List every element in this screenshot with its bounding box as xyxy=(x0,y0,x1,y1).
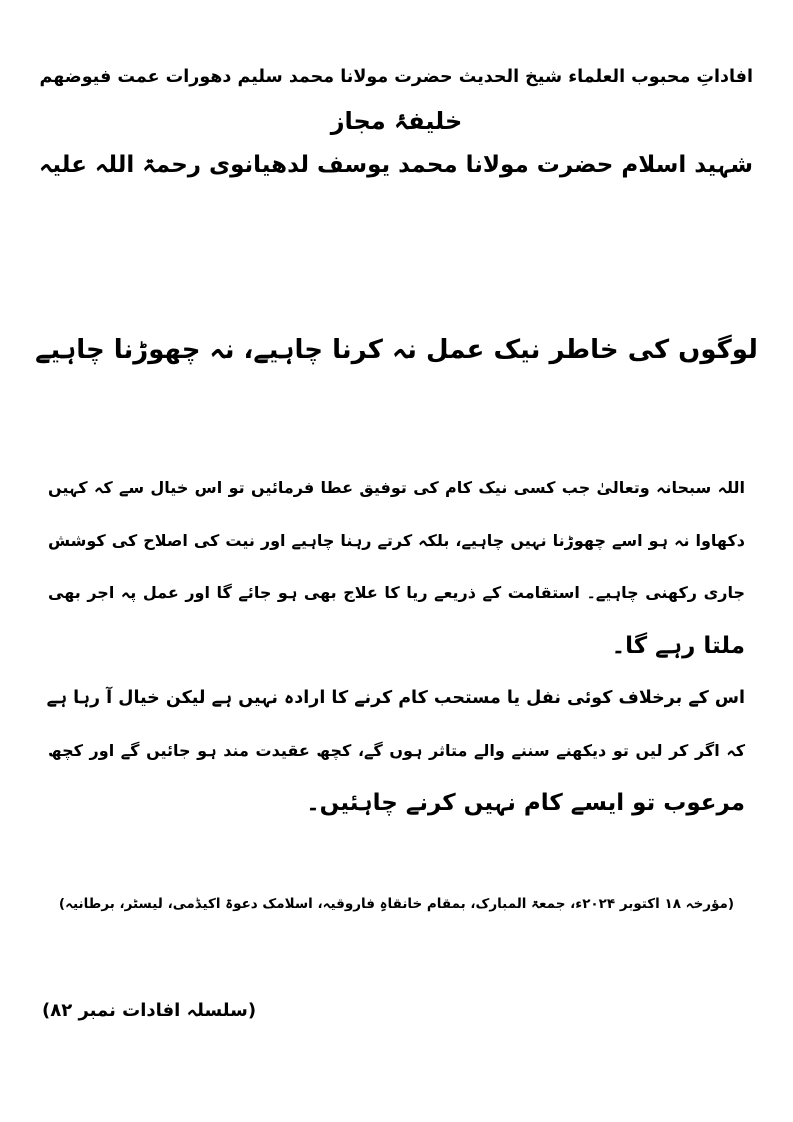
paragraph-1 xyxy=(48,462,745,672)
paragraph-2-line: کہ اگر کر لیں تو دیکھنے سننے والے متاثر ہوں گے، کچھ عقیدت مند ہو جائیں گے اور کچھ xyxy=(48,740,745,760)
page-title: لوگوں کی خاطر نیک عمل نہ کرنا چاہیے، نہ چھوڑنا چاہیے xyxy=(35,335,758,365)
paragraph-2 xyxy=(48,672,745,830)
paragraph-2-line: مرعوب تو ایسے کام نہیں کرنے چاہئیں۔ xyxy=(306,790,745,816)
article-body xyxy=(48,462,745,830)
header-line-sheikh: افاداتِ محبوب العلماء شیخ الحدیث حضرت مولانا محمد سلیم دھورات عمت فیوضھم xyxy=(39,67,753,87)
header-line-shaheed: شہید اسلام حضرت مولانا محمد یوسف لدھیانوی رحمۃ اللہ علیہ xyxy=(38,152,753,178)
paragraph-1-line: جاری رکھنی چاہیے۔ استقامت کے ذریعے ریا کا علاج بھی ہو جائے گا اور عمل پہ اجر بھی xyxy=(48,583,745,602)
header-block xyxy=(40,62,753,194)
paragraph-2-line: اس کے برخلاف کوئی نفل یا مستحب کام کرنے کا ارادہ نہیں ہے لیکن خیال آ رہا ہے xyxy=(46,688,745,708)
paragraph-1-line: دکھاوا نہ ہو اسے چھوڑنا نہیں چاہیے، بلکہ کرتے رہنا چاہیے اور نیت کی اصلاح کی کوشش xyxy=(48,530,745,550)
series-number: (سلسلہ افادات نمبر ۸۲) xyxy=(42,1000,257,1021)
date-location-note: (مؤرخہ ۱۸ اکتوبر ۲۰۲۴ء، جمعۃ المبارک، بمقام خانقاہِ فاروقیہ، اسلامک دعوۃ اکیڈمی، لیسٹر، برطانیہ) xyxy=(58,896,735,912)
paragraph-1-line: ملتا رہے گا۔ xyxy=(611,632,745,659)
header-line-khalifa: خلیفۂ مجاز xyxy=(330,107,463,135)
paragraph-1-line: اللہ سبحانہ وتعالیٰ جب کسی نیک کام کی توفیق عطا فرمائیں تو اس خیال سے کہ کہیں xyxy=(48,478,745,497)
